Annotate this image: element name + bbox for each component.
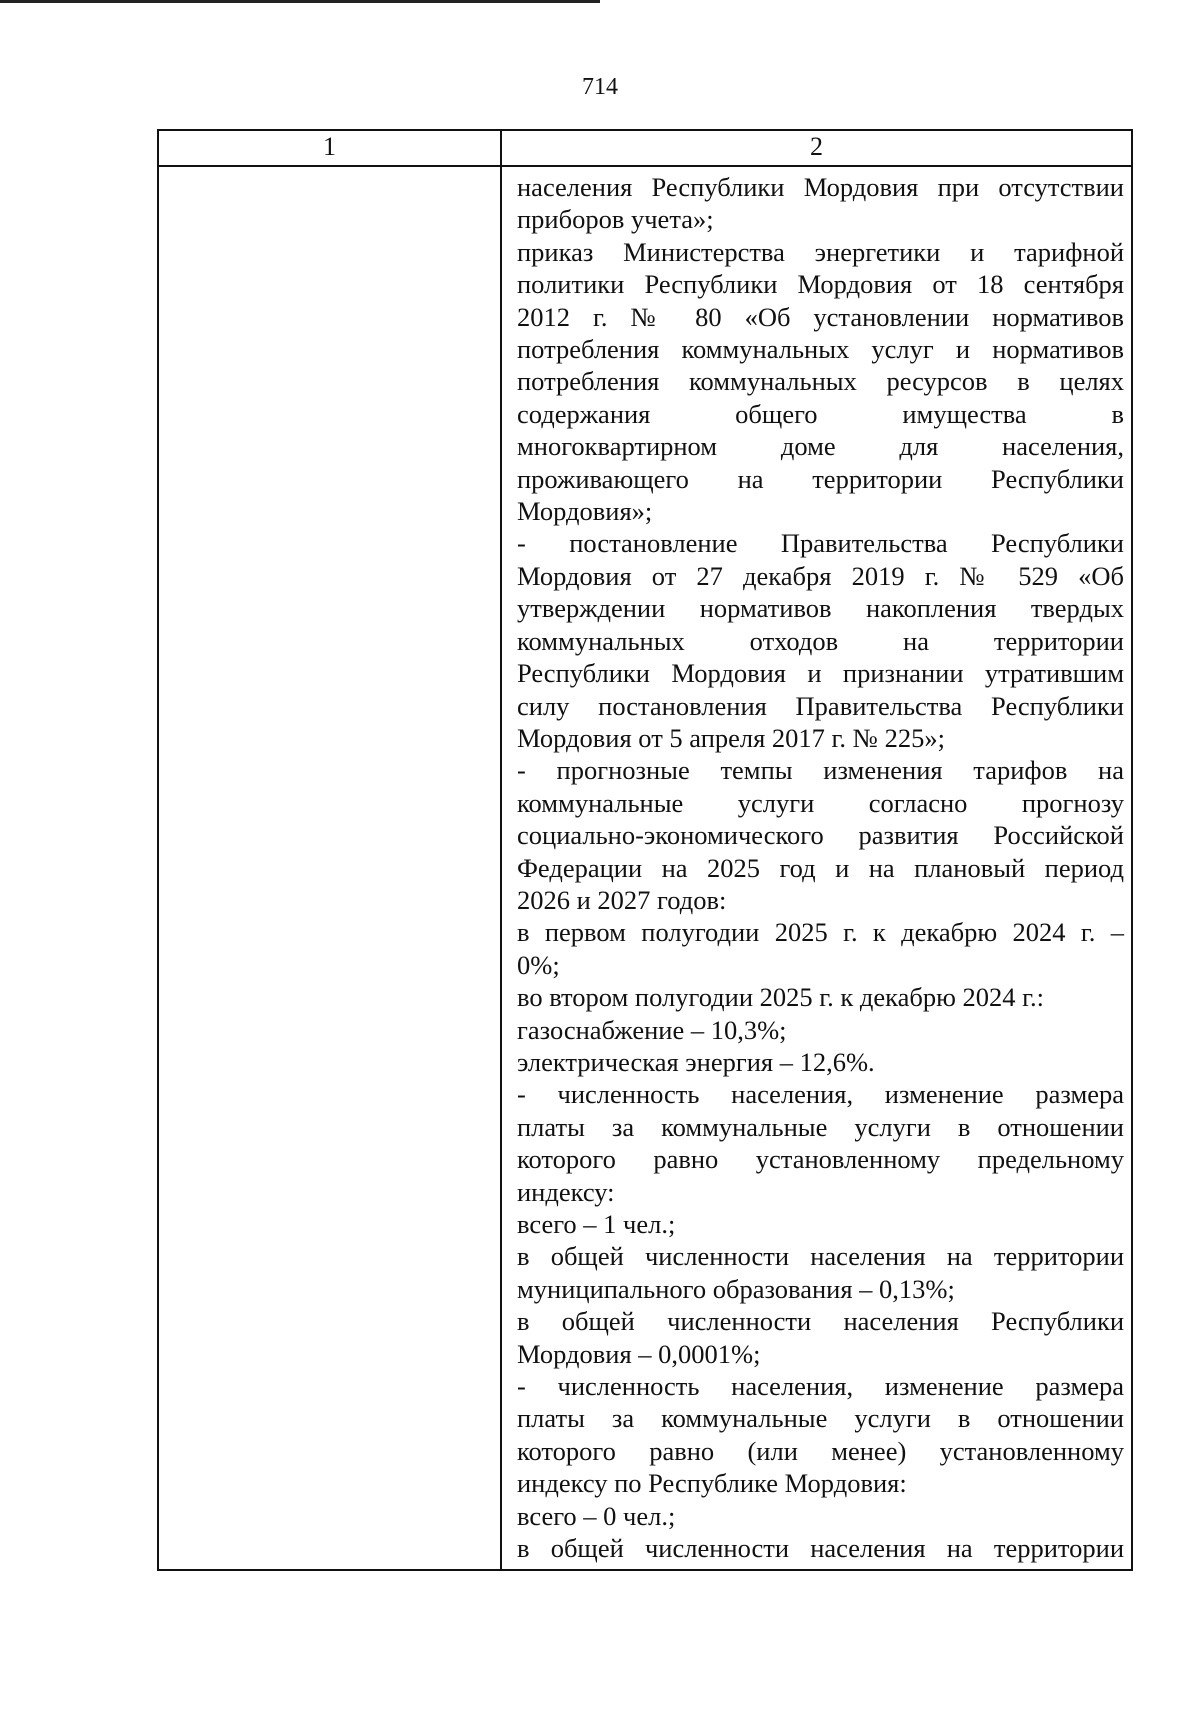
top-scan-rule [0, 0, 600, 3]
text-line: которого равно установленному предельному [517, 1144, 1124, 1175]
text-line: Мордовия от 27 декабря 2019 г. № 529 «Об [517, 560, 1124, 591]
column-1-text [159, 167, 500, 171]
text-line: населения Республики Мордовия при отсутствии [517, 172, 1124, 202]
text-line: - постановление Правительства Республики [517, 528, 1124, 559]
text-line: платы за коммунальные услуги в отношении [517, 1111, 1124, 1142]
text-line: Мордовия – 0,0001%; [517, 1338, 761, 1369]
text-line: проживающего на территории Республики [517, 463, 1124, 494]
document-table [157, 129, 1133, 1571]
text-line: в общей численности населения на территории [517, 1533, 1124, 1564]
page-number: 714 [582, 74, 618, 100]
column-2-cell [501, 166, 1132, 1570]
text-line: многоквартирном доме для населения, [517, 431, 1124, 462]
text-line: 2026 и 2027 годов: [517, 884, 727, 915]
text-line: - численность населения, изменение размера [517, 1079, 1124, 1110]
text-line: платы за коммунальные услуги в отношении [517, 1403, 1124, 1434]
text-line: содержания общего имущества в [517, 398, 1124, 429]
text-line: - прогнозные темпы изменения тарифов на [517, 755, 1124, 786]
column-1-header: 1 [158, 130, 501, 166]
text-line: электрическая энергия – 12,6%. [517, 1046, 875, 1077]
column-1-cell [158, 166, 501, 1570]
text-line: Мордовия»; [517, 496, 653, 527]
table-header-row [158, 130, 1132, 166]
text-line: коммунальные услуги согласно прогнозу [517, 787, 1124, 818]
text-line: Республики Мордовия и признании утратившим [517, 658, 1124, 689]
text-line: 0%; [517, 949, 560, 980]
text-line: которого равно (или менее) установленному [517, 1435, 1124, 1466]
text-line: 2012 г. № 80 «Об установлении нормативов [517, 301, 1124, 332]
text-line: приборов учета»; [517, 204, 714, 235]
text-line: Мордовия от 5 апреля 2017 г. № 225»; [517, 722, 945, 753]
text-line: потребления коммунальных ресурсов в целях [517, 366, 1124, 397]
table-row [158, 166, 1132, 1570]
text-line: во втором полугодии 2025 г. к декабрю 2024 г.: [517, 982, 1045, 1013]
text-line: газоснабжение – 10,3%; [517, 1014, 787, 1045]
column-2-header: 2 [501, 130, 1132, 166]
text-line: социально-экономического развития Российской [517, 820, 1124, 851]
text-line: Федерации на 2025 год и на плановый период [517, 852, 1124, 883]
column-2-text [502, 167, 1131, 1564]
text-line: в общей численности населения Республики [517, 1306, 1124, 1337]
text-line: индексу по Республике Мордовия: [517, 1468, 907, 1499]
text-line: в первом полугодии 2025 г. к декабрю 2024 г. – [517, 917, 1124, 948]
text-line: всего – 0 чел.; [517, 1500, 676, 1531]
text-line: коммунальных отходов на территории [517, 625, 1124, 656]
text-line: всего – 1 чел.; [517, 1209, 676, 1239]
text-line: потребления коммунальных услуг и нормативов [517, 334, 1124, 365]
text-line: утверждении нормативов накопления твердых [517, 593, 1124, 624]
text-line: муниципального образования – 0,13%; [517, 1273, 955, 1304]
text-line: - численность населения, изменение размера [517, 1371, 1124, 1402]
text-line: приказ Министерства энергетики и тарифной [517, 236, 1124, 267]
text-line: индексу: [517, 1176, 615, 1207]
text-line: политики Республики Мордовия от 18 сентября [517, 269, 1124, 300]
text-line: в общей численности населения на территории [517, 1241, 1124, 1272]
text-line: силу постановления Правительства Республики [517, 690, 1124, 721]
